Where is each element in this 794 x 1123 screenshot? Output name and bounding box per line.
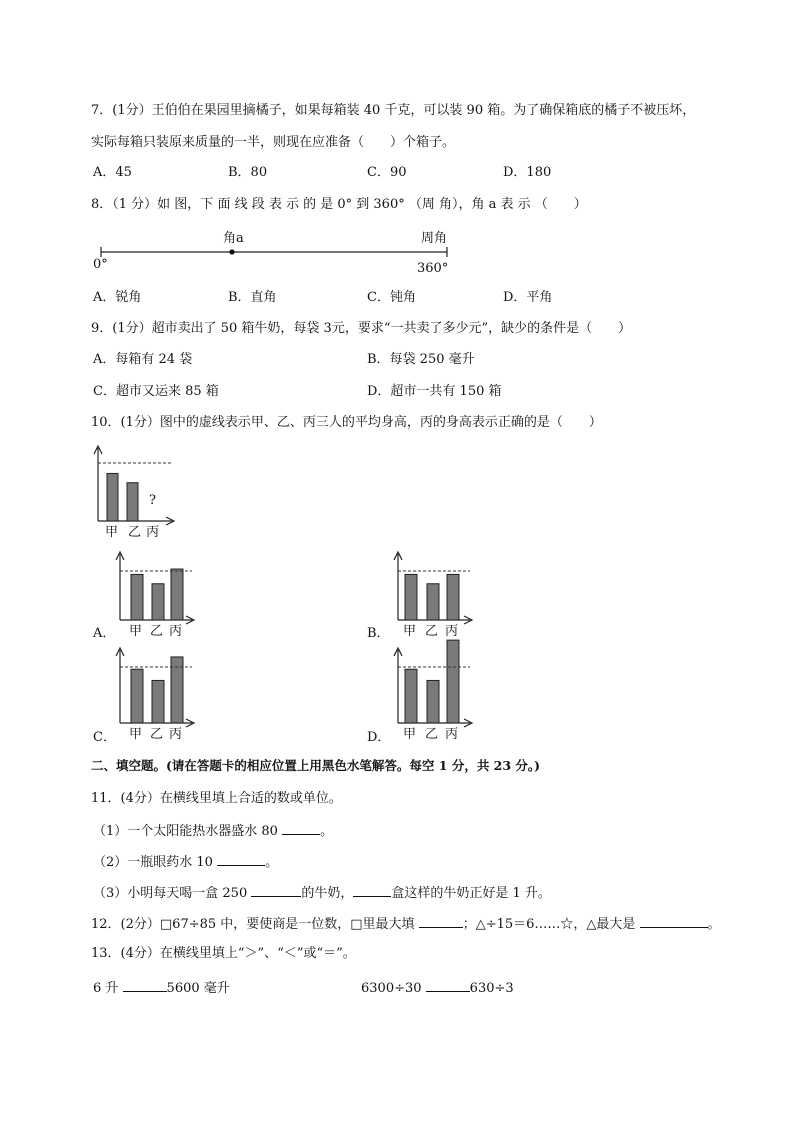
name-label-jia: 甲 [105,525,119,540]
name-label-bing: 丙 [169,624,183,639]
q7-option-a[interactable]: A．45 [93,165,132,180]
q8-line1: 8．（1 分）如 图，下 面 线 段 表 示 的 是 0° 到 360° （周 角），角 a 表 示 （ ） [91,197,587,212]
bar-yi [152,680,164,723]
q13-left-blank[interactable] [123,979,167,992]
q10-option-d-label[interactable]: D． [367,730,391,745]
q7-line1: 7．(1分）王伯伯在果园里摘橘子，如果每箱装 40 千克，可以装 90 箱。为了确保箱底的橘子不被压坏， [91,103,696,118]
end-label: 周角 [421,231,448,246]
q10-stem-chart [92,446,182,538]
start-value: 0° [93,257,108,272]
q11-sub3-blank-2[interactable] [353,884,391,897]
q8-option-d[interactable]: D．平角 [503,290,553,305]
q12-part-b: ；△÷15＝6……☆，△最大是 [462,917,636,932]
section-2-heading: 二、填空题。(请在答题卡的相应位置上用黑色水笔解答。每空 1 分，共 23 分。) [91,758,541,773]
name-label-yi: 乙 [150,727,164,742]
bar-yi [427,584,439,620]
bar-jia [131,574,143,620]
q7-line2: 实际每箱只装原来质量的一半，则现在应准备（ ）个箱子。 [91,135,456,150]
name-label-yi: 乙 [425,624,439,639]
q13-left-compare [93,979,230,997]
name-label-jia: 甲 [129,727,143,742]
bar-jia [405,669,417,723]
mid-label: 角a [223,231,244,246]
name-label-jia: 甲 [403,624,417,639]
q13-left-a: 6 升 [93,981,119,996]
q7-option-b[interactable]: B．80 [228,165,268,180]
q11-sub2-text: （2）一瓶眼药水 10 [93,855,213,870]
q11-line1: 11．(4分）在横线里填上合适的数或单位。 [91,791,342,806]
q9-option-c[interactable]: C．超市又运来 85 箱 [93,384,219,399]
bar-bing [447,640,459,723]
q11-sub2 [93,853,278,871]
q10-option-a-chart[interactable] [114,552,204,642]
question-mark: ? [149,493,156,508]
q10-option-c-label[interactable]: C． [93,730,116,745]
q8-angle-line-figure [95,226,455,274]
bar-jia [107,473,118,521]
q7-option-d[interactable]: D．180 [503,165,552,180]
name-label-bing: 丙 [169,727,183,742]
q11-sub3-mid: 的牛奶， [301,886,354,901]
name-label-bing: 丙 [146,525,160,540]
q10-option-a-label[interactable]: A． [93,626,116,641]
name-label-yi: 乙 [128,525,142,540]
q10-line1: 10．(1分）图中的虚线表示甲、乙、丙三人的平均身高，丙的身高表示正确的是（ ） [91,415,602,430]
bar-jia [131,669,143,723]
q13-line1: 13．(4分）在横线里填上“＞”、“＜”或“＝”。 [91,946,356,961]
end-value: 360° [417,261,449,276]
q9-option-a[interactable]: A．每箱有 24 袋 [93,352,193,367]
q13-right-a: 6300÷30 [361,981,422,996]
q13-right-b: 630÷3 [469,981,514,996]
q13-right-compare [361,979,514,997]
bar-jia [405,574,417,620]
bar-bing [447,574,459,620]
q11-sub3-blank-1[interactable] [251,884,301,897]
q11-sub3-text: （3）小明每天喝一盒 250 [93,886,248,901]
name-label-bing: 丙 [445,624,459,639]
q8-option-c[interactable]: C．钝角 [367,290,416,305]
q11-sub1 [93,822,333,840]
q9-option-b[interactable]: B．每袋 250 毫升 [367,352,475,367]
q10-option-d-chart[interactable] [392,648,482,744]
q12-blank-2[interactable] [640,915,708,928]
name-label-yi: 乙 [150,624,164,639]
q12-part-c: 。 [707,917,721,932]
q12-line [91,915,721,933]
name-label-yi: 乙 [425,727,439,742]
name-label-jia: 甲 [403,727,417,742]
q9-option-d[interactable]: D．超市一共有 150 箱 [367,384,502,399]
q11-sub2-blank[interactable] [217,853,265,866]
bar-bing [171,569,183,620]
q12-blank-1[interactable] [419,915,463,928]
q13-right-blank[interactable] [426,979,470,992]
bar-yi [127,483,138,521]
name-label-jia: 甲 [129,624,143,639]
q12-part-a: 12．(2分）□67÷85 中，要使商是一位数，□里最大填 [91,917,415,932]
q8-option-b[interactable]: B．直角 [228,290,277,305]
q10-option-b-label[interactable]: B． [367,626,390,641]
q11-sub1-text: （1）一个太阳能热水器盛水 80 [93,824,278,839]
q11-sub1-end: 。 [320,824,334,839]
angle-a-point [229,249,234,254]
q13-left-b: 5600 毫升 [166,981,230,996]
q8-option-a[interactable]: A．锐角 [93,290,142,305]
q10-option-c-chart[interactable] [114,648,204,744]
q11-sub1-blank[interactable] [282,822,320,835]
q11-sub3 [93,884,551,902]
q11-sub2-end: 。 [265,855,279,870]
bar-yi [152,584,164,620]
q7-option-c[interactable]: C．90 [367,165,407,180]
name-label-bing: 丙 [445,727,459,742]
q10-option-b-chart[interactable] [392,552,482,642]
q11-sub3-end: 盒这样的牛奶正好是 1 升。 [391,886,551,901]
q9-line1: 9．(1分）超市卖出了 50 箱牛奶，每袋 3元，要求“一共卖了多少元”，缺少的条件是（ ） [91,321,632,336]
bar-yi [427,680,439,723]
